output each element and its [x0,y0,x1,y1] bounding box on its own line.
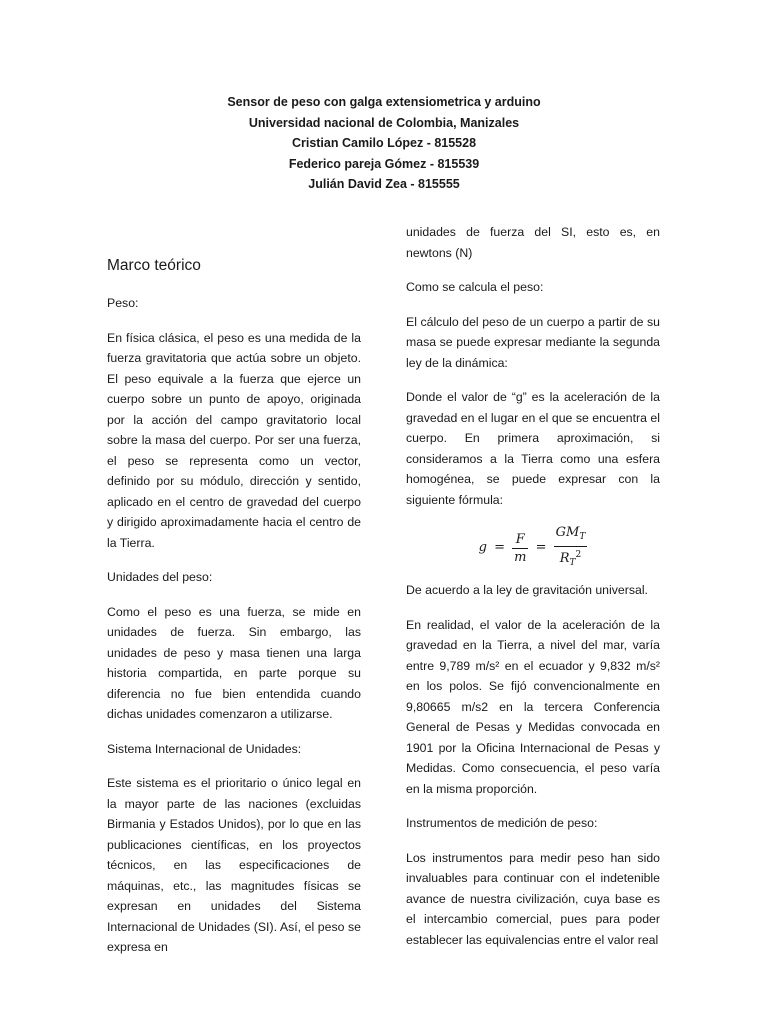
right-column [406,222,660,964]
author-line: Federico pareja Gómez - 815539 [288,156,480,171]
subheading: Sistema Internacional de Unidades: [107,741,302,756]
fraction-denominator: m [514,549,527,565]
document-header [0,92,768,195]
numerator-base: GM [555,525,580,540]
fraction-numerator: F [512,531,528,549]
paragraph: De acuerdo a la ley de gravitación universal. [406,583,648,597]
document-title: Sensor de peso con galga extensiometrica y arduino [227,95,541,109]
paragraph: En física clásica, el peso es una medida de la fuerza gravitatoria que actúa sobre un objeto. El peso equivale a la fuerza que ejerce un cuerpo sobre un punto de apoyo, originada por la acción del campo gravitatorio local sobre la masa del cuerpo. Por ser una fuerza, el peso se representa como un vector, definido por su módulo, dirección y sentido, aplicado en el centro de gravedad del cuerpo y dirigido aproximadamente hacia el centro de la Tierra. [107,330,361,550]
paragraph: Los instrumentos para medir peso han sido invaluables para continuar con el indetenible avance de nuestra civilización, cuya base es el intercambio comercial, pues para poder establecer las equivalencias entre el valor real [406,850,660,947]
fraction-force-mass [512,531,528,566]
subheading: Como se calcula el peso: [406,280,544,294]
denominator-base: R [559,551,570,566]
left-column [107,255,361,972]
paragraph: Como el peso es una fuerza, se mide en unidades de fuerza. Sin embargo, las unidades de peso y masa tienen una larga historia compartida, en parte porque su diferencia no fue bien entendida cuando dichas unidades comenzaron a utilizarse. [107,604,361,721]
gravity-formula [406,524,660,568]
author-line: Julián David Zea - 815555 [308,177,460,191]
paragraph: Este sistema es el prioritario o único legal en la mayor parte de las naciones (excluidas Birmania y Estados Unidos), por lo que en las publicaciones científicas, en los proyectos técnicos, en las especificaciones de máquinas, etc., las magnitudes físicas se expresan en unidades del Sistema Internacional de Unidades (SI). Así, el peso se expresa en [107,776,361,954]
paragraph: El cálculo del peso de un cuerpo a partir de su masa se puede expresar mediante la segunda ley de la dinámica: [406,314,660,370]
university-line: Universidad nacional de Colombia, Manizales [248,115,520,130]
paragraph: unidades de fuerza del SI, esto es, en newtons (N) [406,225,660,260]
formula-equals: = [535,539,547,555]
fraction-numerator [554,524,588,547]
paragraph: En realidad, el valor de la aceleración de la gravedad en la Tierra, a nivel del mar, varía entre 9,789 m/s² en el ecuador y 9,832 m/s² en los polos. Se fijó convencionalmente en 9,80665 m/s2 en la tercera Conferencia General de Pesas y Medidas convocada en 1901 por la Oficina Internacional de Pesas y Medidas. Como consecuencia, el peso varía en la misma proporción. [406,617,660,796]
author-line: Cristian Camilo López - 815528 [291,136,477,150]
paragraph: Donde el valor de “g” es la aceleración de la gravedad en el lugar en el que se encuentra el cuerpo. En primera aproximación, si consideramos a la Tierra como una esfera homogénea, se puede expresar con la siguiente fórmula: [406,390,660,507]
subheading: Instrumentos de medición de peso: [406,816,598,830]
formula-lhs: g [478,539,487,555]
denominator-subscript: T [569,558,576,568]
subheading: Unidades del peso: [107,570,213,584]
denominator-exponent: 2 [575,550,582,560]
numerator-subscript: T [579,532,586,542]
fraction-gravitation [554,524,588,572]
fraction-denominator [554,547,588,572]
section-heading: Marco teórico [107,257,201,274]
formula-equals: = [494,539,505,555]
subheading: Peso: [107,296,139,310]
